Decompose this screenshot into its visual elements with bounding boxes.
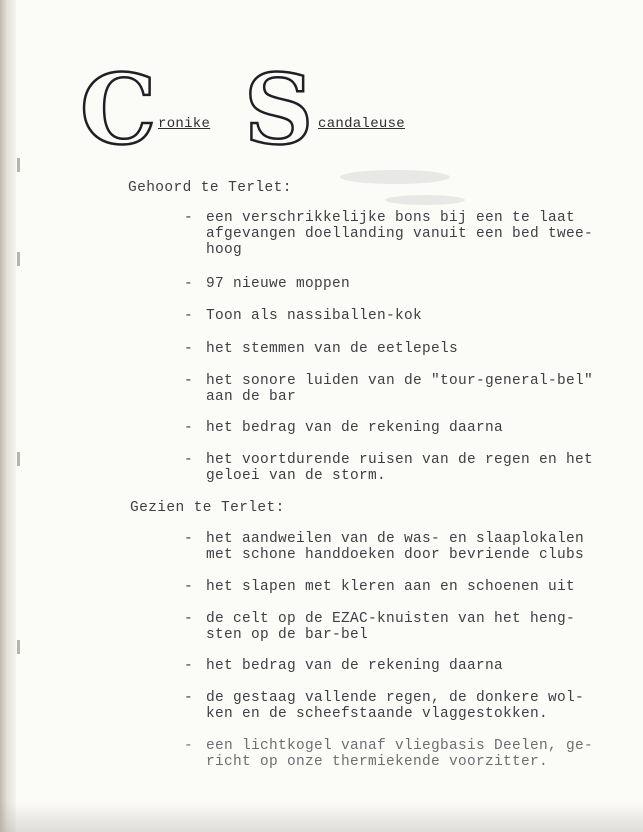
bullet-dash: - [184, 341, 194, 357]
list-item [184, 420, 624, 436]
initial-letter-c: C [80, 53, 157, 166]
bullet-dash: - [184, 690, 194, 706]
bullet-dash: - [184, 531, 194, 547]
item-line: ken en de scheefstaande vlaggestokken. [206, 706, 549, 722]
smudge [385, 195, 465, 205]
bullet-dash: - [184, 611, 194, 627]
item-line: aan de bar [206, 389, 297, 405]
list-item [184, 579, 624, 595]
item-line: de gestaag vallende regen, de donkere wol- [206, 690, 585, 706]
bullet-dash: - [184, 373, 194, 389]
page-left-edge [0, 0, 16, 832]
item-line: het voortdurende ruisen van de regen en het [206, 452, 594, 468]
list-item [184, 611, 624, 643]
binder-mark [17, 158, 20, 172]
list-item [184, 690, 624, 722]
section-title-seen: Gezien te Terlet: [130, 500, 285, 516]
item-line: het stemmen van de eetlepels [206, 341, 459, 357]
bullet-dash: - [184, 210, 194, 226]
item-line: Toon als nassiballen-kok [206, 308, 423, 324]
item-line: het sonore luiden van de "tour-general-bel" [206, 373, 594, 389]
item-line: met schone handdoeken door bevriende clubs [206, 547, 585, 563]
header-word-ronike: ronike [158, 116, 211, 132]
item-line: richt op onze thermiekende voorzitter. [206, 754, 549, 770]
item-line: het slapen met kleren aan en schoenen uit [206, 579, 576, 595]
bullet-dash: - [184, 420, 194, 436]
header-word-candaleuse: candaleuse [318, 116, 406, 132]
list-item [184, 210, 624, 258]
list-item [184, 373, 624, 405]
item-line: een verschrikkelijke bons bij een te laat [206, 210, 576, 226]
list-item [184, 276, 624, 292]
bullet-dash: - [184, 308, 194, 324]
bullet-dash: - [184, 276, 194, 292]
bullet-dash: - [184, 738, 194, 754]
bullet-dash: - [184, 579, 194, 595]
list-item [184, 738, 624, 770]
list-item [184, 341, 624, 357]
binder-mark [17, 452, 20, 466]
list-item [184, 452, 624, 484]
list-item [184, 308, 624, 324]
item-line: de celt op de EZAC-knuisten van het heng- [206, 611, 576, 627]
list-item [184, 658, 624, 674]
initial-letter-s: S [244, 53, 314, 166]
bullet-dash: - [184, 452, 194, 468]
item-line: 97 nieuwe moppen [206, 276, 351, 292]
item-line: het aandweilen van de was- en slaaplokalen [206, 531, 585, 547]
page-bottom-edge [0, 802, 643, 832]
item-line: sten op de bar-bel [206, 627, 369, 643]
item-line: hoog [206, 242, 243, 258]
item-line: het bedrag van de rekening daarna [206, 658, 504, 674]
item-line: afgevangen doellanding vanuit een bed twee- [206, 226, 594, 242]
item-line: het bedrag van de rekening daarna [206, 420, 504, 436]
list-item [184, 531, 624, 563]
item-line: geloei van de storm. [206, 468, 387, 484]
item-line: een lichtkogel vanaf vliegbasis Deelen, ge- [206, 738, 594, 754]
bullet-dash: - [184, 658, 194, 674]
section-title-heard: Gehoord te Terlet: [128, 180, 292, 196]
smudge [340, 170, 450, 184]
binder-mark [17, 252, 20, 266]
binder-mark [17, 640, 20, 654]
